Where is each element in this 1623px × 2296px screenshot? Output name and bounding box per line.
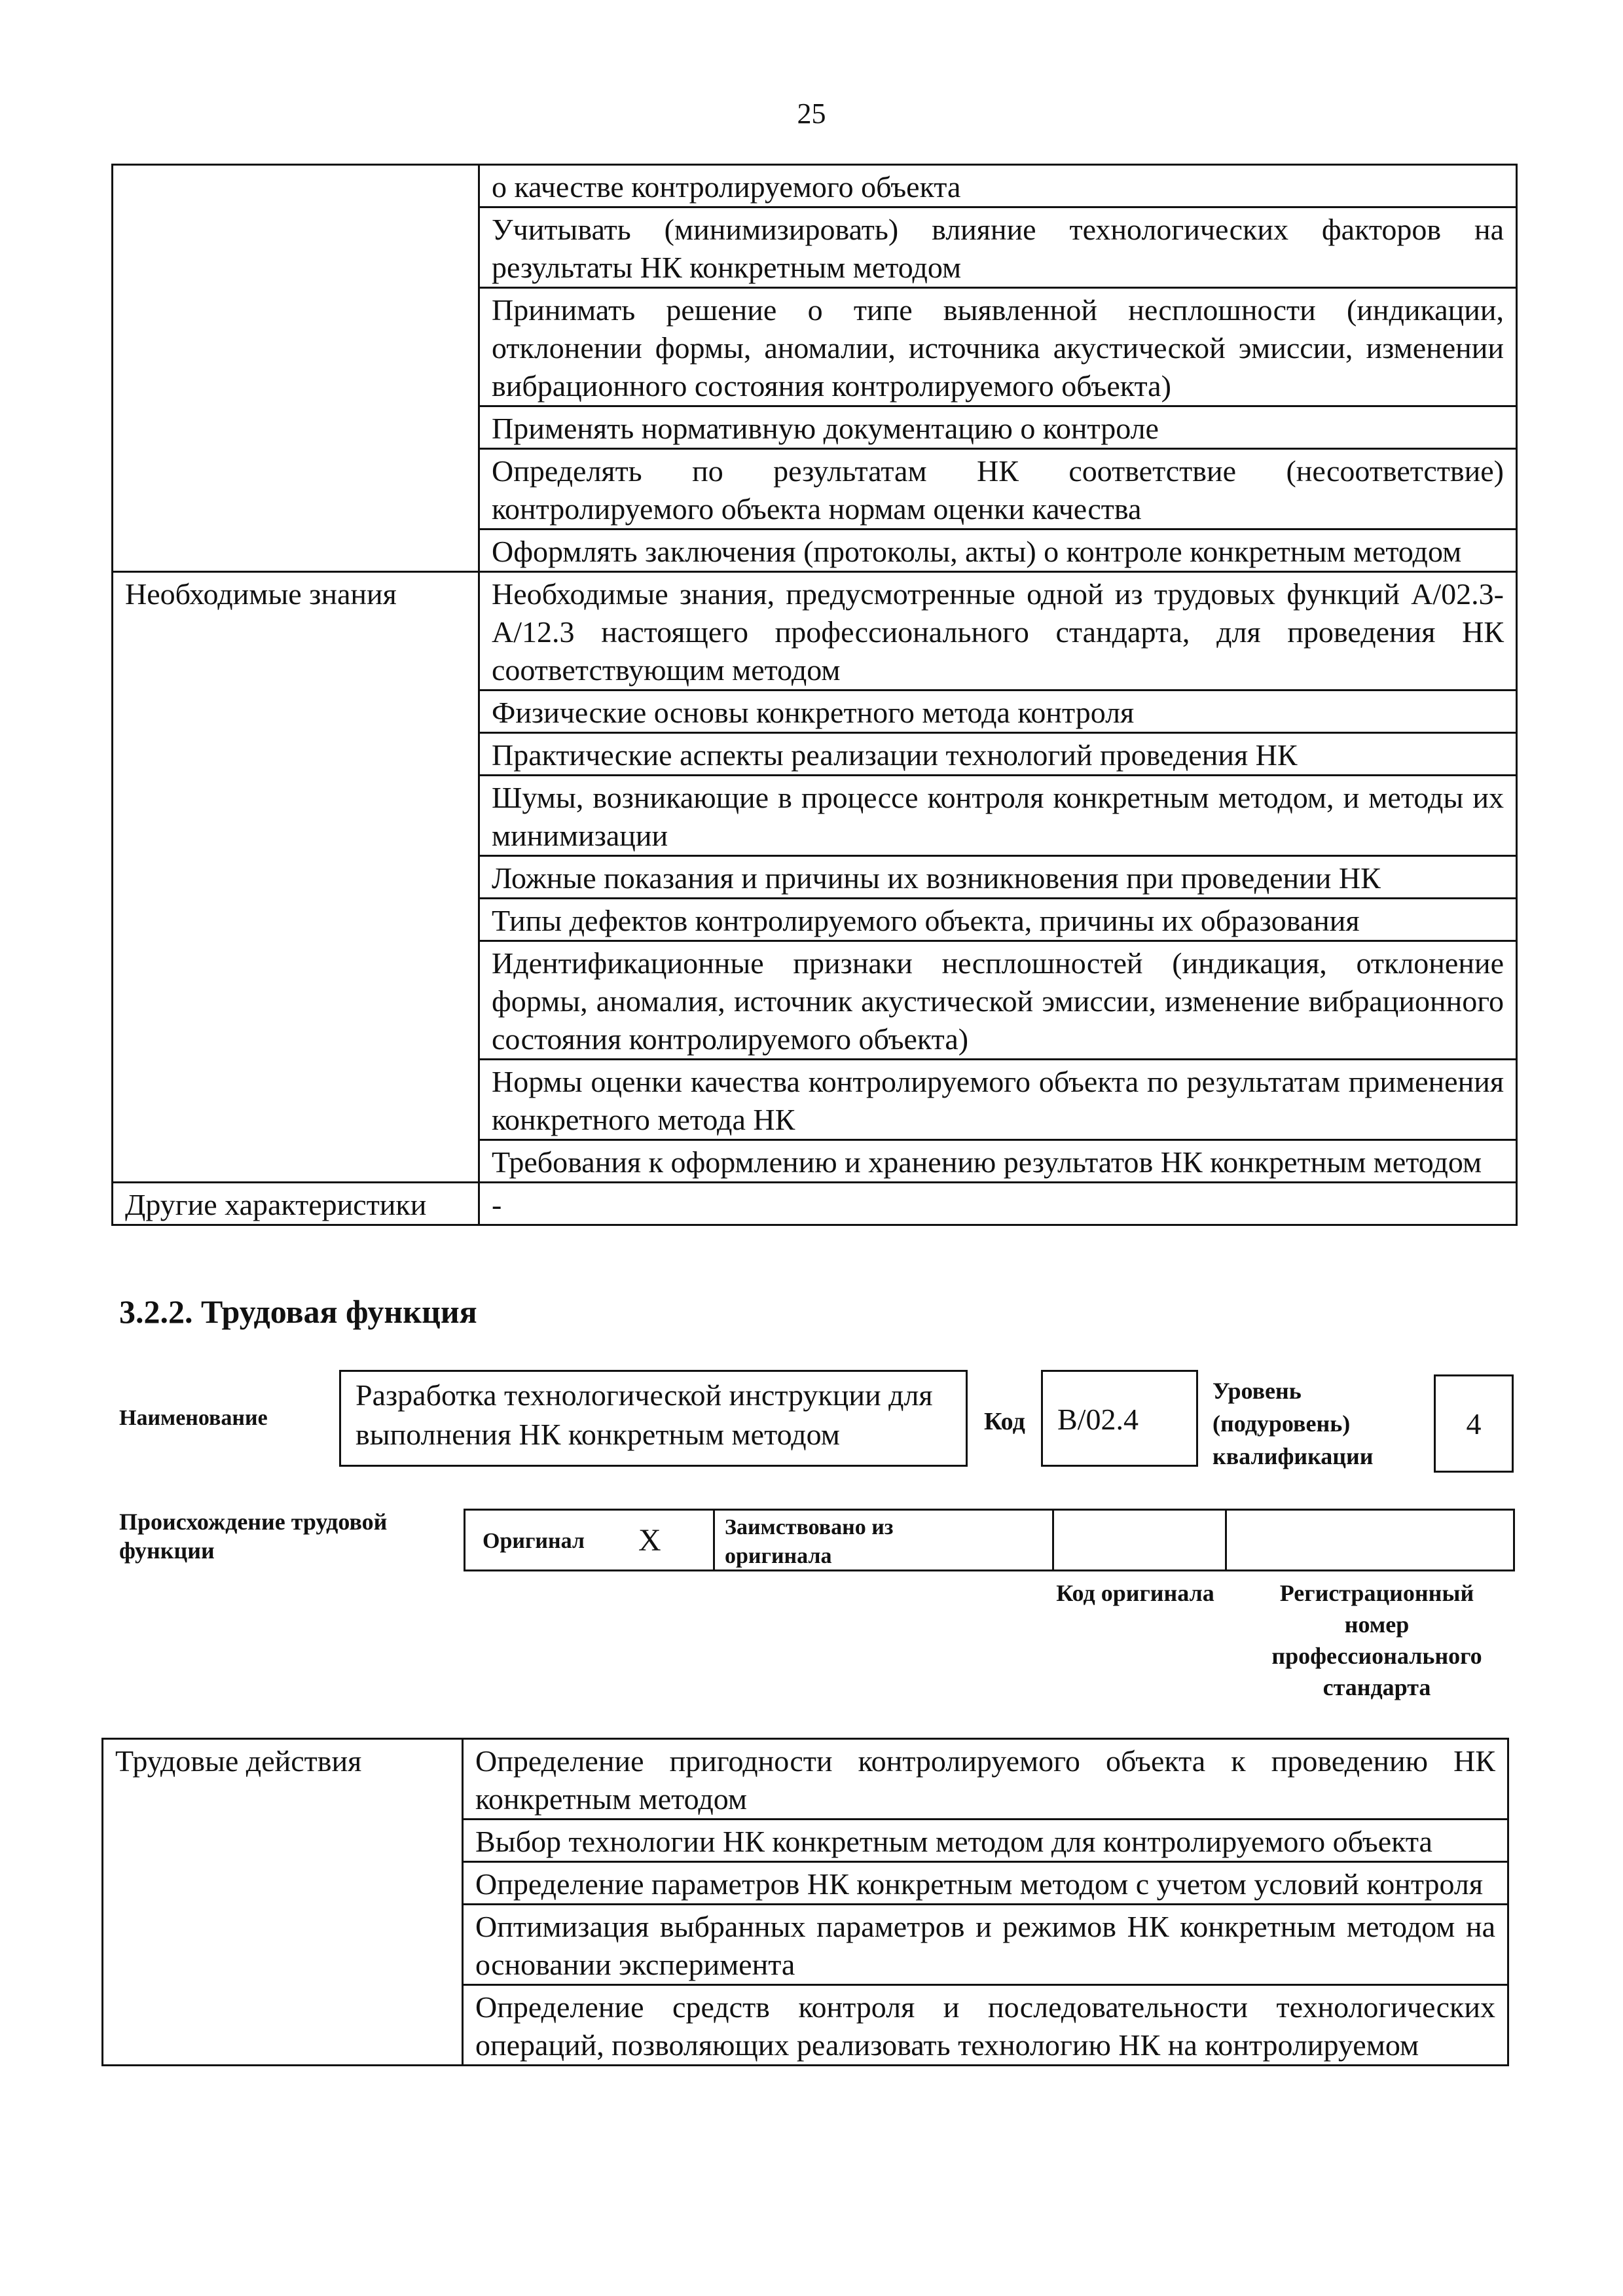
code-label: Код: [984, 1408, 1025, 1435]
original-mark: X: [638, 1523, 661, 1558]
origin-table: [464, 1509, 1515, 1571]
level-value: 4: [1466, 1407, 1482, 1441]
table-cell: Выбор технологии НК конкретным методом для контролируемого объекта: [463, 1820, 1508, 1862]
function-name: Разработка технологической инструкции для выполнения НК конкретным методом: [356, 1378, 933, 1451]
divider: [1225, 1511, 1227, 1570]
function-name-box: [339, 1370, 968, 1467]
divider: [713, 1511, 715, 1570]
table-cell: Принимать решение о типе выявленной несплошности (индикации, отклонении формы, аномалии, источника акустической эмиссии, изменении вибрационного состояния контролируемого объекта): [479, 288, 1517, 406]
borrowed-label: Заимствовано из оригинала: [725, 1515, 894, 1568]
row-label-actions: Трудовые действия: [103, 1739, 463, 2066]
row-label-empty: [113, 165, 479, 572]
table-cell: о качестве контролируемого объекта: [479, 165, 1517, 207]
table-cell: Определение пригодности контролируемого объекта к проведению НК конкретным методом: [463, 1739, 1508, 1820]
table-cell: Практические аспекты реализации технологий проведения НК: [479, 733, 1517, 776]
table-cell: Определение параметров НК конкретным методом с учетом условий контроля: [463, 1862, 1508, 1905]
code-caption: Код оригинала: [1056, 1580, 1214, 1606]
code-box: [1041, 1370, 1198, 1467]
name-label: Наименование: [119, 1406, 268, 1430]
table-cell: Физические основы конкретного метода контроля: [479, 691, 1517, 733]
table-cell: Оформлять заключения (протоколы, акты) о контроле конкретным методом: [479, 529, 1517, 572]
table-cell: Ложные показания и причины их возникновения при проведении НК: [479, 856, 1517, 899]
table-cell: Шумы, возникающие в процессе контроля конкретным методом, и методы их минимизации: [479, 776, 1517, 856]
row-label-knowledge: Необходимые знания: [113, 572, 479, 1183]
level-label: Уровень (подуровень) квалификации: [1213, 1378, 1374, 1469]
skills-knowledge-table: [111, 164, 1518, 1226]
reg-caption: Регистрационный номер профессионального стандарта: [1271, 1580, 1482, 1700]
table-cell: Учитывать (минимизировать) влияние технологических факторов на результаты НК конкретным методом: [479, 207, 1517, 288]
origin-label: Происхождение трудовой функции: [119, 1509, 388, 1564]
original-label: Оригинал: [483, 1529, 585, 1553]
labor-actions-table: [101, 1738, 1509, 2066]
table-cell: Определение средств контроля и последовательности технологических операций, позволяющих реализовать технологию НК на контролируемом: [463, 1985, 1508, 2066]
table-cell: Применять нормативную документацию о контроле: [479, 406, 1517, 449]
divider: [1052, 1511, 1054, 1570]
table-cell: Идентификационные признаки несплошностей (индикация, отклонение формы, аномалия, источник акустической эмиссии, изменение вибрационного состояния контролируемого объекта): [479, 941, 1517, 1060]
table-cell: Необходимые знания, предусмотренные одной из трудовых функций A/02.3-A/12.3 настоящего профессионального стандарта, для проведения НК соответствующим методом: [479, 572, 1517, 691]
table-cell: Требования к оформлению и хранению результатов НК конкретным методом: [479, 1140, 1517, 1183]
table-cell: Определять по результатам НК соответствие (несоответствие) контролируемого объекта нормам оценки качества: [479, 449, 1517, 529]
table-cell: Нормы оценки качества контролируемого объекта по результатам применения конкретного метода НК: [479, 1060, 1517, 1140]
table-cell: -: [479, 1183, 1517, 1225]
row-label-other: Другие характеристики: [113, 1183, 479, 1225]
level-box: [1434, 1374, 1514, 1473]
code-value: B/02.4: [1057, 1403, 1139, 1436]
page-number: 25: [797, 98, 826, 130]
section-heading: 3.2.2. Трудовая функция: [119, 1293, 477, 1330]
table-cell: Типы дефектов контролируемого объекта, причины их образования: [479, 899, 1517, 941]
table-cell: Оптимизация выбранных параметров и режимов НК конкретным методом на основании эксперимента: [463, 1905, 1508, 1985]
